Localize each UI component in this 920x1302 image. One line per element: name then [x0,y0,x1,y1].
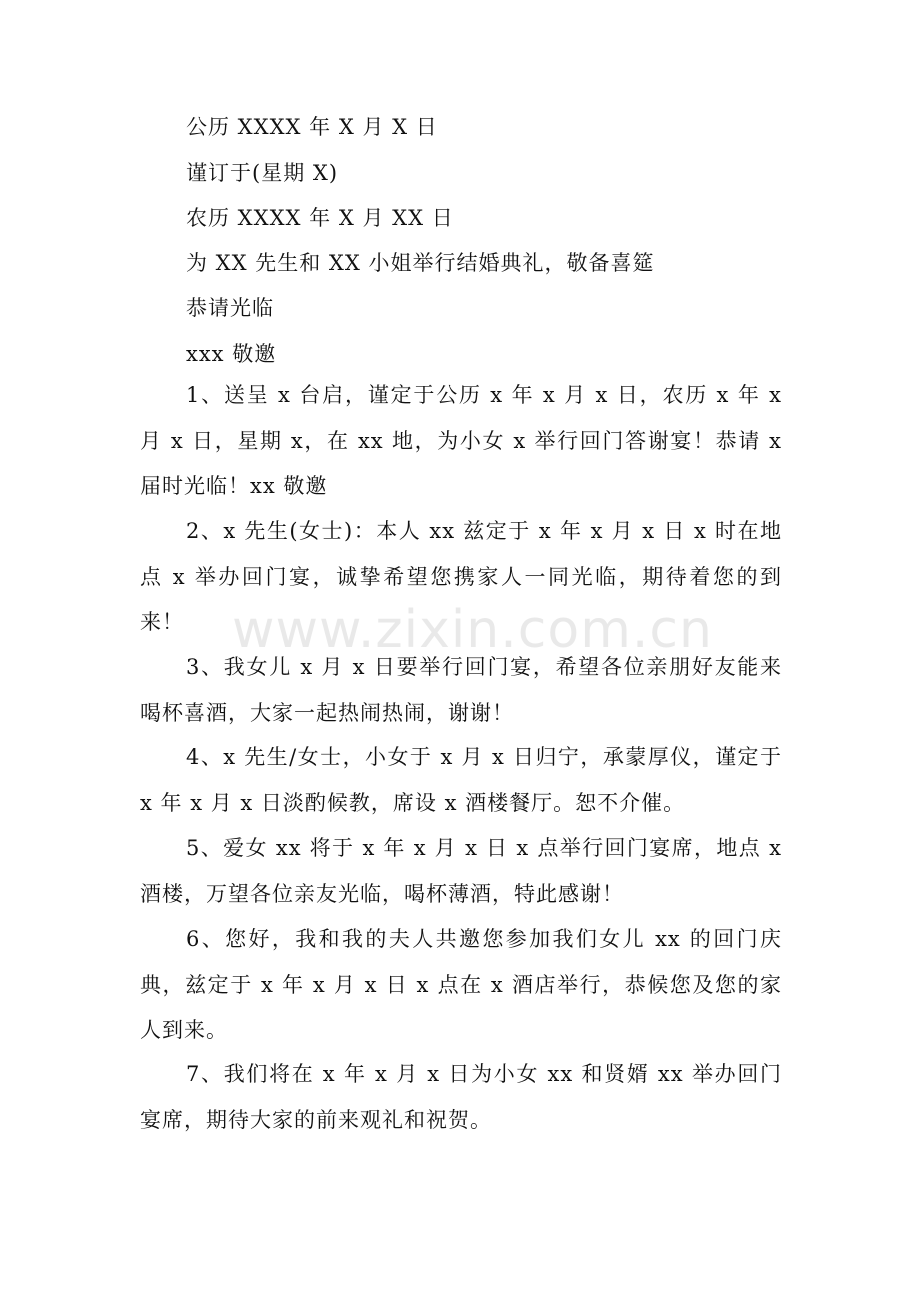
header-line-invitation: 恭请光临 [186,296,274,320]
invitation-paragraph-2: 2、x 先生(女士)：本人 xx 兹定于 x 年 x 月 x 日 x 时在地点 x 举办回门宴，诚挚希望您携家人一同光临，期待着您的到来！ [140,519,782,634]
invitation-paragraph-4: 4、x 先生/女士，小女于 x 月 x 日归宁，承蒙厚仪，谨定于 x 年 x 月 x 日淡酌候教，席设 x 酒楼餐厅。恕不介催。 [140,745,782,815]
header-line-weekday: 谨订于(星期 X) [186,161,339,185]
header-line-lunar-date: 农历 XXXX 年 X 月 XX 日 [186,206,454,230]
header-line-signature: xxx 敬邀 [186,342,277,366]
invitation-paragraph-6: 6、您好，我和我的夫人共邀您参加我们女儿 xx 的回门庆典，兹定于 x 年 x 月 x 日 x 点在 x 酒店举行，恭候您及您的家人到来。 [140,927,782,1042]
header-line-wedding-ceremony: 为 XX 先生和 XX 小姐举行结婚典礼，敬备喜筵 [186,251,655,275]
invitation-paragraph-1: 1、送呈 x 台启，谨定于公历 x 年 x 月 x 日，农历 x 年 x 月 x 日，星期 x，在 xx 地，为小女 x 举行回门答谢宴！恭请 x 届时光临！xx 敬邀 [140,383,782,498]
header-line-gregorian-date: 公历 XXXX 年 X 月 X 日 [186,115,438,139]
watermark: www.zixin.com.cn [232,600,713,660]
invitation-paragraph-7: 7、我们将在 x 年 x 月 x 日为小女 xx 和贤婿 xx 举办回门宴席，期待大家的前来观礼和祝贺。 [140,1062,782,1132]
invitation-paragraph-5: 5、爱女 xx 将于 x 年 x 月 x 日 x 点举行回门宴席，地点 x 酒楼，万望各位亲友光临，喝杯薄酒，特此感谢！ [140,836,782,906]
invitation-paragraph-3: 3、我女儿 x 月 x 日要举行回门宴，希望各位亲朋好友能来喝杯喜酒，大家一起热闹热闹，谢谢！ [140,655,782,725]
